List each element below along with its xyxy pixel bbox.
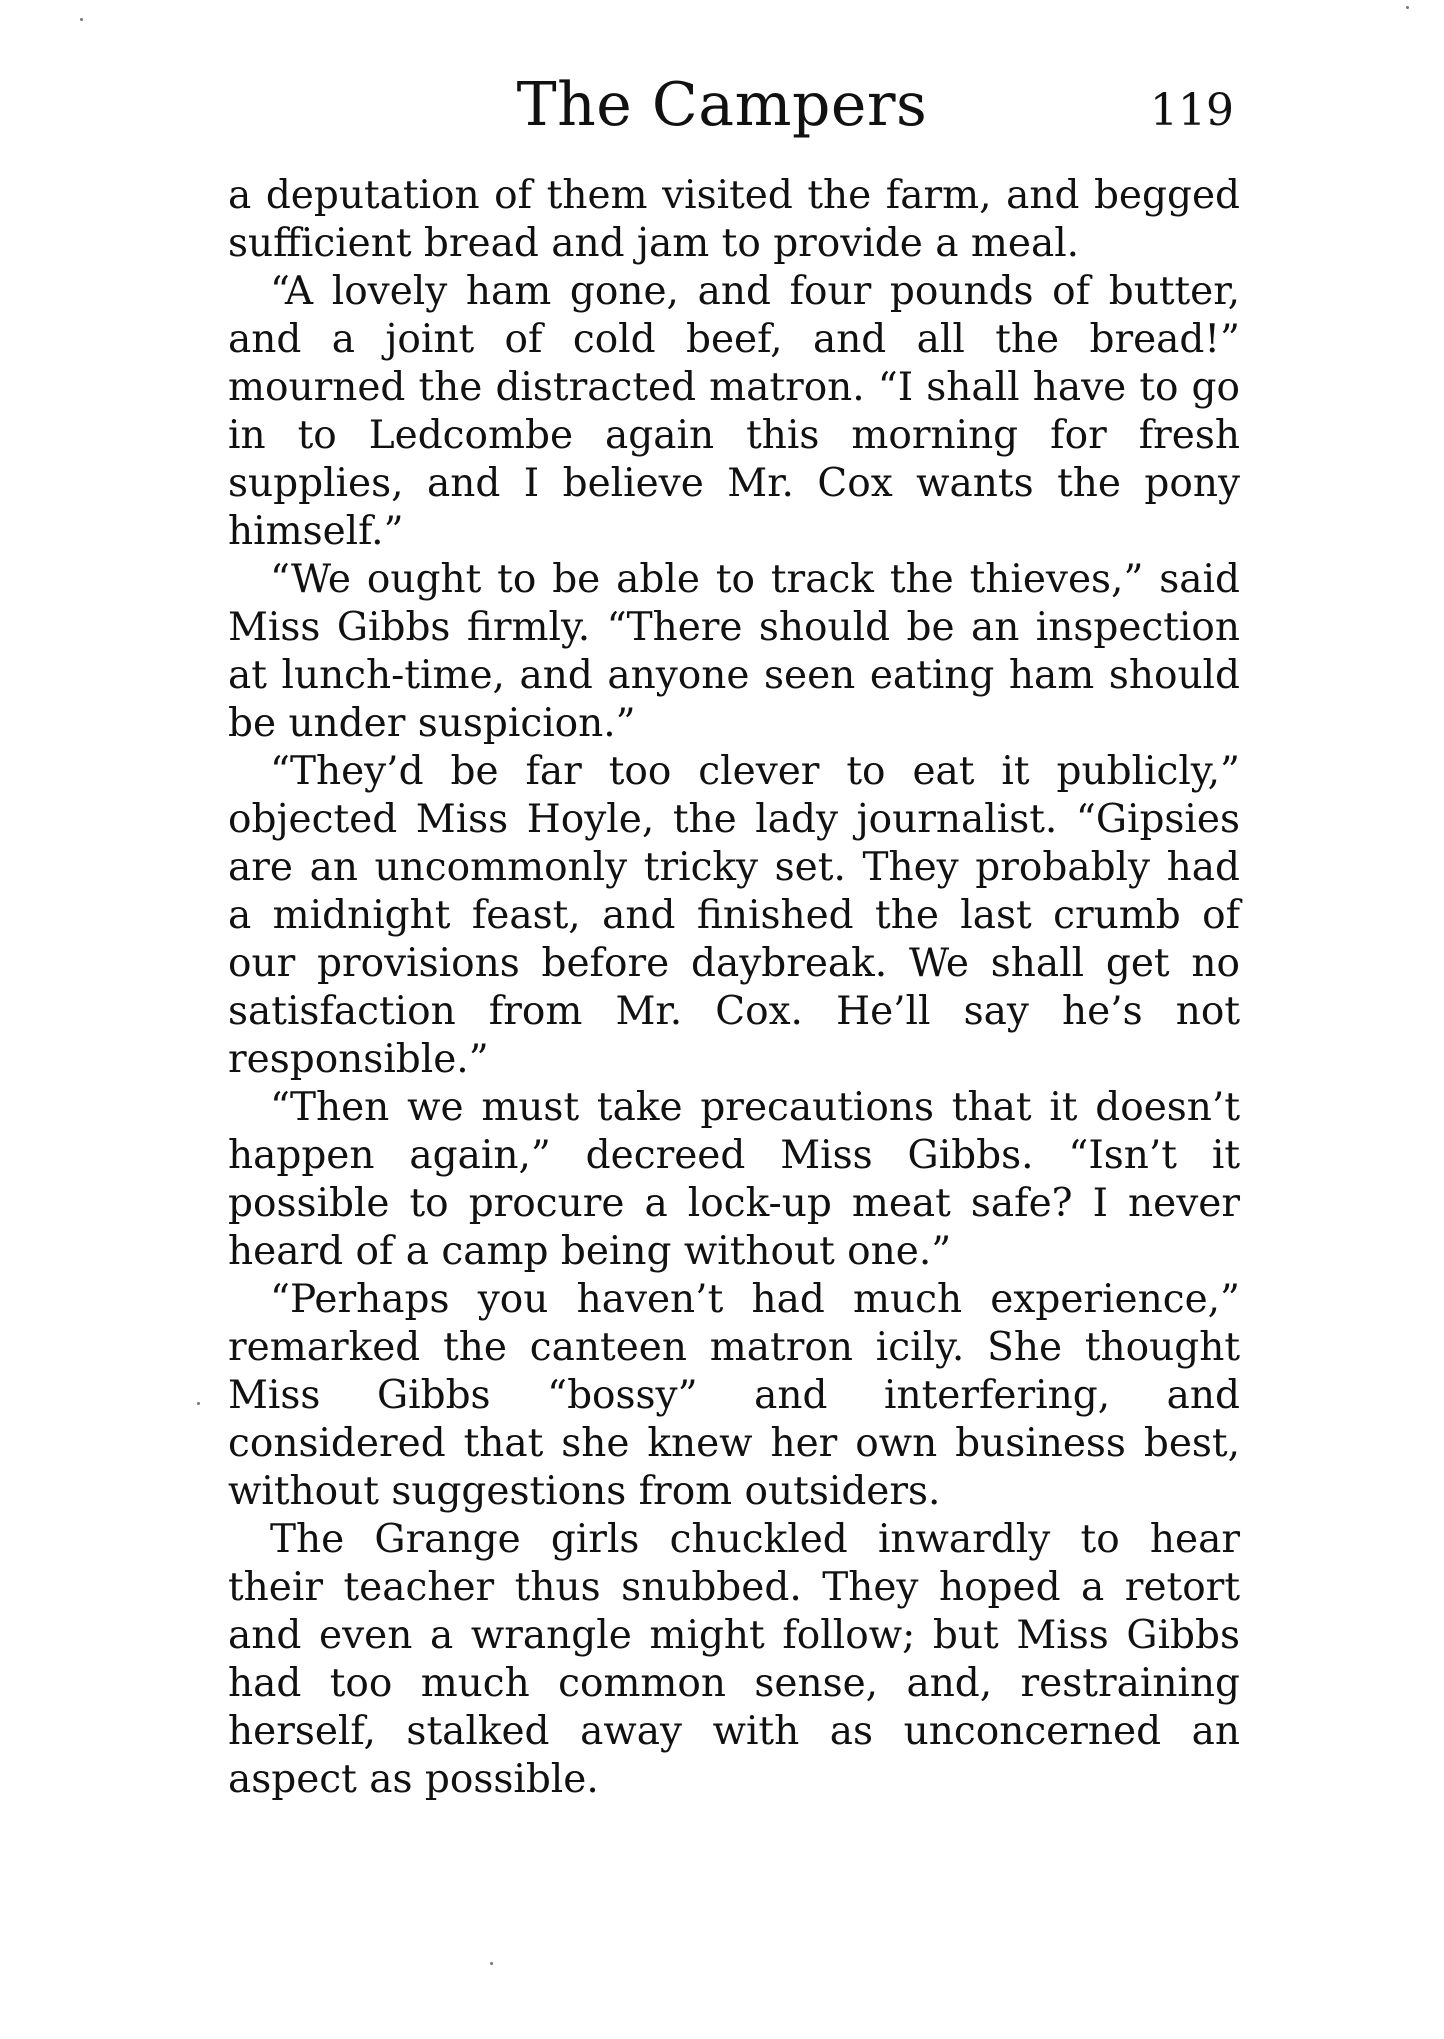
paper-speck xyxy=(1406,6,1409,9)
paragraph: “A lovely ham gone, and four pounds of butter, and a joint of cold beef, and all the bread!” mourned the distracted matron. “I shall have to go in to Ledcombe again this morning for fresh supplies, and I believe Mr. Cox wants the pony himself.” xyxy=(228,269,1240,554)
page-number: 119 xyxy=(1150,85,1234,136)
paper-speck xyxy=(197,1402,200,1405)
paragraph: “They’d be far too clever to eat it publicly,” objected Miss Hoyle, the lady journalist. “Gipsies are an uncommonly tricky set. They probably had a midnight feast, and finished the last crumb of our provisions before daybreak. We shall get no satisfaction from Mr. Cox. He’ll say he’s not responsible.” xyxy=(228,749,1240,1082)
paragraph: “Then we must take precautions that it doesn’t happen again,” decreed Miss Gibbs. “Isn’t it possible to procure a lock-up meat safe? I never heard of a camp being without one.” xyxy=(228,1085,1240,1274)
paragraph: “We ought to be able to track the thieves,” said Miss Gibbs firmly. “There should be an inspection at lunch-time, and anyone seen eating ham should be under suspicion.” xyxy=(228,557,1240,746)
body-text xyxy=(228,172,1240,1804)
paragraph: “Perhaps you haven’t had much experience,” remarked the canteen matron icily. She thought Miss Gibbs “bossy” and interfering, and considered that she knew her own business best, without suggestions from outsiders. xyxy=(228,1277,1240,1514)
paper-speck xyxy=(490,1962,493,1965)
book-title: The Campers xyxy=(516,70,928,140)
paper-speck xyxy=(80,18,83,21)
running-head xyxy=(0,60,1444,150)
paragraph: a deputation of them visited the farm, and begged sufficient bread and jam to provide a meal. xyxy=(228,173,1240,266)
paragraph: The Grange girls chuckled inwardly to hear their teacher thus snubbed. They hoped a retort and even a wrangle might follow; but Miss Gibbs had too much common sense, and, restraining herself, stalked away with as unconcerned an aspect as possible. xyxy=(228,1517,1240,1802)
